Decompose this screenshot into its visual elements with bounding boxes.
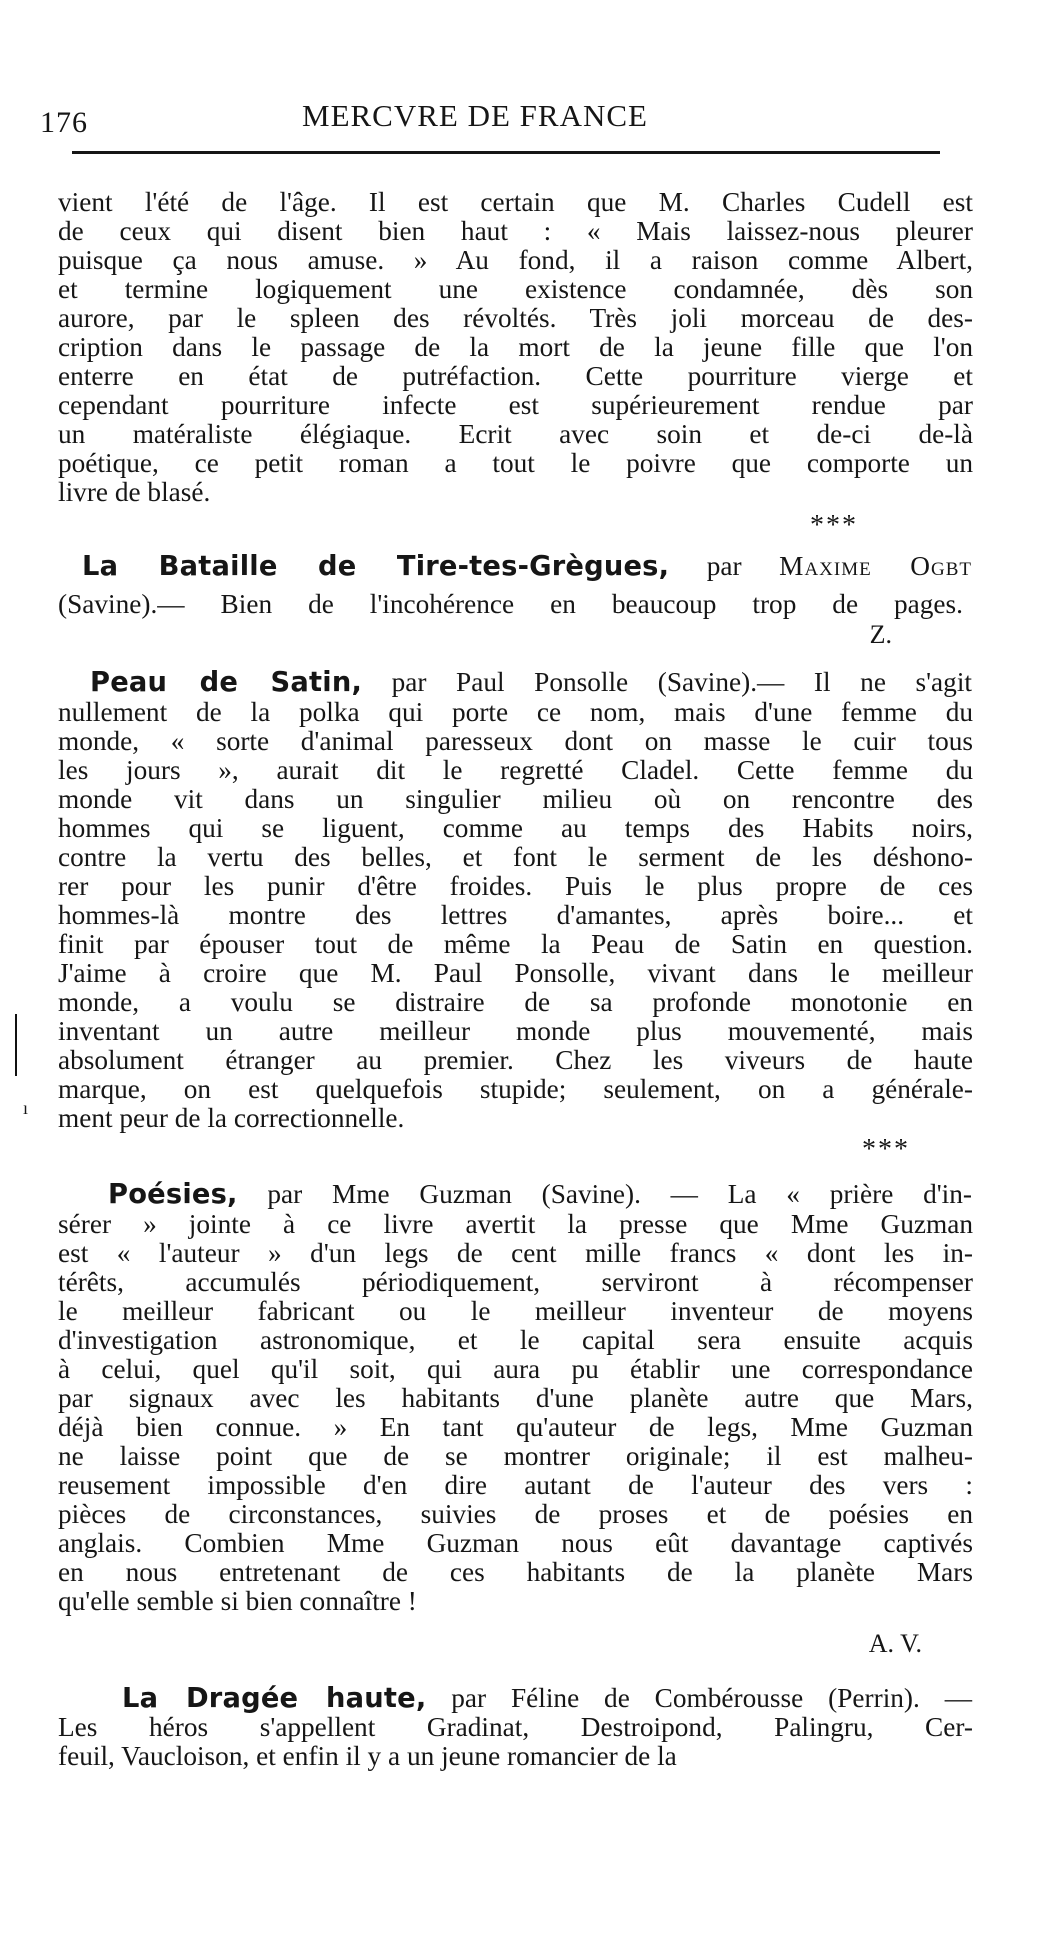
text-line: hommes qui se liguent, comme au temps des Habits noirs, (58, 813, 973, 843)
text-line: pièces de circonstances, suivies de proses et de poésies en (58, 1499, 973, 1529)
text-line: déjà bien connue. » En tant qu'auteur de legs, Mme Guzman (58, 1412, 973, 1442)
text-line: finit par épouser tout de même la Peau de Satin en question. (58, 929, 973, 959)
text-line: et termine logiquement une existence condamnée, dès son (58, 274, 973, 304)
review-author: Maxime Ogbt (779, 551, 972, 581)
text-line: térêts, accumulés périodiquement, serviront à récompenser (58, 1267, 973, 1297)
text-line: Les héros s'appellent Gradinat, Destroipond, Palingru, Cer- (58, 1712, 973, 1742)
review-initial: A. V. (868, 1629, 922, 1658)
section-separator: *** (810, 510, 858, 541)
text-line: monde, a voulu se distraire de sa profonde monotonie en (58, 987, 973, 1017)
page-header (40, 98, 940, 150)
text-line: vient l'été de l'âge. Il est certain que M. Charles Cudell est (58, 187, 973, 217)
text-line: cependant pourriture infecte est supérieurement rendue par (58, 390, 973, 420)
page-number: 176 (40, 106, 88, 139)
text-line: un matéraliste élégiaque. Ecrit avec soin et de-ci de-là (58, 419, 973, 449)
text-line: monde vit dans un singulier milieu où on rencontre des (58, 784, 973, 814)
text-line: nullement de la polka qui porte ce nom, mais d'une femme du (58, 697, 973, 727)
review-title-line: La Bataille de Tire-tes-Grègues, par Maxime Ogbt (82, 551, 972, 582)
text-line: à celui, quel qu'il soit, qui aura pu établir une correspondance (58, 1354, 973, 1384)
review-title: La Dragée haute, (122, 1683, 427, 1714)
review-title: Poésies, (108, 1179, 238, 1210)
text-line: ment peur de la correctionnelle. (58, 1103, 405, 1133)
review-title: Peau de Satin, (90, 667, 363, 698)
text-line: en nous entretenant de ces habitants de la planète Mars (58, 1557, 973, 1587)
text-line: marque, on est quelquefois stupide; seulement, on a générale- (58, 1074, 973, 1104)
text-line: hommes-là montre des lettres d'amantes, après boire... et (58, 900, 973, 930)
text-line: reusement impossible d'en dire autant de l'auteur des vers : (58, 1470, 973, 1500)
text-line: de ceux qui disent bien haut : « Mais laissez-nous pleurer (58, 216, 973, 246)
text-line: J'aime à croire que M. Paul Ponsolle, vivant dans le meilleur (58, 958, 973, 988)
text-line: feuil, Vaucloison, et enfin il y a un jeune romancier de la (58, 1741, 677, 1771)
text-line: monde, « sorte d'animal paresseux dont on masse le cuir tous (58, 726, 973, 756)
text-line: le meilleur fabricant ou le meilleur inventeur de moyens (58, 1296, 973, 1326)
text-line: est « l'auteur » d'un legs de cent mille francs « dont les in- (58, 1238, 973, 1268)
review-title-line: Peau de Satin, par Paul Ponsolle (Savine).— Il ne s'agit (90, 667, 972, 698)
review-title-line: La Dragée haute, par Féline de Combérousse (Perrin). — (122, 1683, 972, 1714)
text-line: ne laisse point que de se montrer originale; il est malheu- (58, 1441, 973, 1471)
running-head: MERCVRE DE FRANCE (302, 98, 648, 133)
text-line: inventant un autre meilleur monde plus mouvementé, mais (58, 1016, 973, 1046)
text-line: qu'elle semble si bien connaître ! (58, 1586, 417, 1616)
text-line: livre de blasé. (58, 477, 211, 507)
text-line: cription dans le passage de la mort de la jeune fille que l'on (58, 332, 973, 362)
text-line: enterre en état de putréfaction. Cette pourriture vierge et (58, 361, 973, 391)
text-line: puisque ça nous amuse. » Au fond, il a raison comme Albert, (58, 245, 973, 275)
text-line: par signaux avec les habitants d'une planète autre que Mars, (58, 1383, 973, 1413)
review-initial: Z. (869, 620, 892, 649)
text-line: les jours », aurait dit le regretté Cladel. Cette femme du (58, 755, 973, 785)
text-line: d'investigation astronomique, et le capital sera ensuite acquis (58, 1325, 973, 1355)
margin-mark: ı (23, 1098, 29, 1118)
text-line: rer pour les punir d'être froides. Puis le plus propre de ces (58, 871, 973, 901)
text-line: sérer » jointe à ce livre avertit la presse que Mme Guzman (58, 1209, 973, 1239)
text-line: aurore, par le spleen des révoltés. Très joli morceau de des- (58, 303, 973, 333)
margin-mark-line (15, 1014, 17, 1076)
text-line: anglais. Combien Mme Guzman nous eût davantage captivés (58, 1528, 973, 1558)
text-line: (Savine).— Bien de l'incohérence en beaucoup trop de pages. (58, 589, 963, 619)
header-rule (72, 151, 940, 154)
text-line: absolument étranger au premier. Chez les viveurs de haute (58, 1045, 973, 1075)
review-title: La Bataille de Tire-tes-Grègues, (82, 551, 670, 582)
review-title-line: Poésies, par Mme Guzman (Savine). — La « prière d'in- (108, 1179, 972, 1210)
section-separator: *** (862, 1134, 910, 1165)
text-line: contre la vertu des belles, et font le serment de les déshono- (58, 842, 973, 872)
text-line: poétique, ce petit roman a tout le poivre que comporte un (58, 448, 973, 478)
